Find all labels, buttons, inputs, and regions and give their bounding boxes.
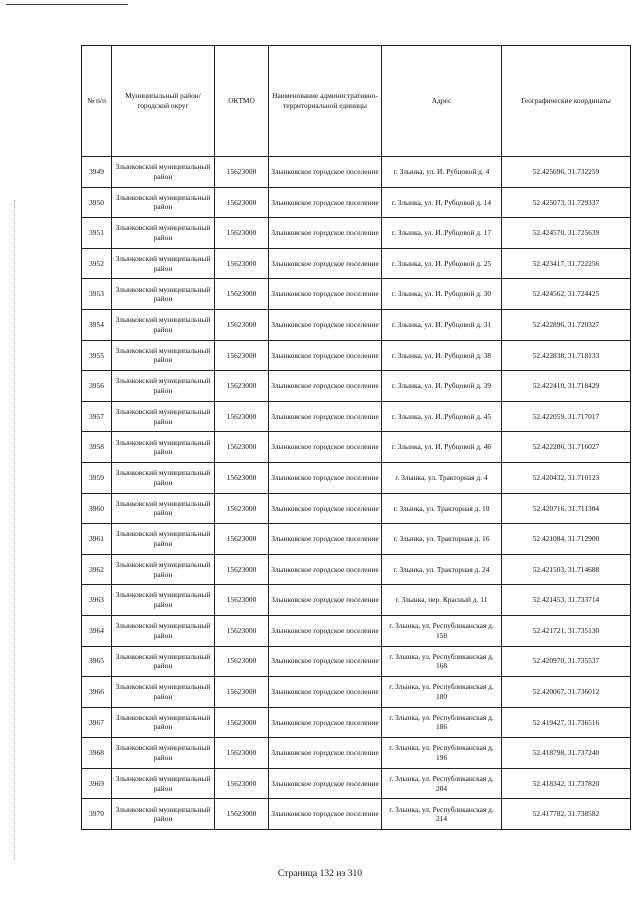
table-row [82,768,631,799]
cell-coords: 52.422896, 31.720327 [502,309,631,340]
cell-oktmo: 15623000 [215,554,269,585]
cell-unit: Злынковское городское поселение [269,493,382,524]
cell-address: г. Злынка, ул. Республиканская д. 196 [382,738,502,769]
cell-district: Злынковский муниципальный район [112,738,215,769]
cell-coords: 52.420970, 31.735537 [502,646,631,677]
cell-district: Злынковский муниципальный район [112,309,215,340]
cell-coords: 52.422410, 31.718429 [502,371,631,402]
cell-num: 3960 [82,493,112,524]
cell-oktmo: 15623000 [215,432,269,463]
cell-oktmo: 15623000 [215,738,269,769]
header-num: № п/п [82,46,112,157]
cell-num: 3966 [82,677,112,708]
cell-oktmo: 15623000 [215,371,269,402]
table-row [82,432,631,463]
cell-address: г. Злынка, ул. И. Рубцовой д. 39 [382,371,502,402]
cell-coords: 52.424570, 31.725639 [502,218,631,249]
cell-unit: Злынковское городское поселение [269,615,382,646]
cell-num: 3950 [82,187,112,218]
cell-num: 3956 [82,371,112,402]
table-body [82,157,631,830]
cell-unit: Злынковское городское поселение [269,309,382,340]
cell-oktmo: 15623000 [215,524,269,555]
cell-coords: 52.424562, 31.724425 [502,279,631,310]
cell-unit: Злынковское городское поселение [269,157,382,188]
cell-address: г. Злынка, ул. И. Рубцовой д. 14 [382,187,502,218]
top-rule [6,4,128,5]
cell-district: Злынковский муниципальный район [112,493,215,524]
cell-address: г. Злынка, ул. И. Рубцовой д. 31 [382,309,502,340]
cell-oktmo: 15623000 [215,677,269,708]
cell-coords: 52.422059, 31.717017 [502,401,631,432]
cell-coords: 52.418342, 31.737820 [502,768,631,799]
cell-oktmo: 15623000 [215,187,269,218]
table-row [82,248,631,279]
cell-district: Злынковский муниципальный район [112,248,215,279]
cell-unit: Злынковское городское поселение [269,187,382,218]
cell-num: 3949 [82,157,112,188]
cell-address: г. Злынка, ул. И. Рубцовой д. 25 [382,248,502,279]
cell-oktmo: 15623000 [215,157,269,188]
cell-unit: Злынковское городское поселение [269,707,382,738]
table-row [82,493,631,524]
cell-address: г. Злынка, ул. Республиканская д. 180 [382,677,502,708]
page-number: Страница 132 из 310 [277,868,363,879]
cell-address: г. Злынка, ул. Тракторная д. 10 [382,493,502,524]
cell-unit: Злынковское городское поселение [269,554,382,585]
cell-district: Злынковский муниципальный район [112,554,215,585]
cell-district: Злынковский муниципальный район [112,340,215,371]
header-address: Адрес [382,46,502,157]
cell-coords: 52.418798, 31.737240 [502,738,631,769]
cell-oktmo: 15623000 [215,615,269,646]
cell-coords: 52.421721, 31.735130 [502,615,631,646]
header-unit: Наименование административно-территориальной единицы [269,46,382,157]
cell-address: г. Злынка, ул. И. Рубцовой д. 45 [382,401,502,432]
cell-coords: 52.425073, 31.729337 [502,187,631,218]
cell-oktmo: 15623000 [215,309,269,340]
cell-num: 3969 [82,768,112,799]
table-row [82,738,631,769]
cell-num: 3958 [82,432,112,463]
table-row [82,309,631,340]
cell-num: 3951 [82,218,112,249]
table-row [82,401,631,432]
cell-address: г. Злынка, ул. И. Рубцовой д. 17 [382,218,502,249]
cell-oktmo: 15623000 [215,248,269,279]
cell-unit: Злынковское городское поселение [269,677,382,708]
table-header [82,46,631,157]
cell-unit: Злынковское городское поселение [269,279,382,310]
cell-num: 3963 [82,585,112,616]
cell-oktmo: 15623000 [215,462,269,493]
cell-district: Злынковский муниципальный район [112,677,215,708]
table-row [82,279,631,310]
cell-oktmo: 15623000 [215,799,269,830]
cell-address: г. Злынка, ул. Республиканская д. 204 [382,768,502,799]
table-row [82,524,631,555]
cell-district: Злынковский муниципальный район [112,218,215,249]
cell-unit: Злынковское городское поселение [269,768,382,799]
cell-num: 3965 [82,646,112,677]
cell-unit: Злынковское городское поселение [269,524,382,555]
cell-oktmo: 15623000 [215,707,269,738]
cell-coords: 52.419427, 31.736516 [502,707,631,738]
cell-oktmo: 15623000 [215,585,269,616]
cell-num: 3962 [82,554,112,585]
cell-oktmo: 15623000 [215,340,269,371]
cell-district: Злынковский муниципальный район [112,615,215,646]
cell-coords: 52.420432, 31.710123 [502,462,631,493]
table-row [82,554,631,585]
cell-address: г. Злынка, ул. И. Рубцовой д. 4 [382,157,502,188]
table-row [82,707,631,738]
cell-district: Злынковский муниципальный район [112,401,215,432]
cell-num: 3968 [82,738,112,769]
cell-address: г. Злынка, ул. Тракторная д. 24 [382,554,502,585]
cell-unit: Злынковское городское поселение [269,371,382,402]
cell-district: Злынковский муниципальный район [112,157,215,188]
cell-district: Злынковский муниципальный район [112,371,215,402]
cell-unit: Злынковское городское поселение [269,401,382,432]
cell-coords: 52.421084, 31.712900 [502,524,631,555]
table-row [82,615,631,646]
cell-coords: 52.421503, 31.714688 [502,554,631,585]
cell-num: 3953 [82,279,112,310]
cell-unit: Злынковское городское поселение [269,218,382,249]
table-row [82,218,631,249]
cell-address: г. Злынка, ул. Республиканская д. 168 [382,646,502,677]
table-row [82,340,631,371]
cell-address: г. Злынка, ул. Республиканская д. 186 [382,707,502,738]
table-row [82,799,631,830]
header-coords: Географические координаты [502,46,631,157]
cell-oktmo: 15623000 [215,493,269,524]
cell-address: г. Злынка, ул. Тракторная д. 16 [382,524,502,555]
cell-address: г. Злынка, ул. И. Рубцовой д. 38 [382,340,502,371]
cell-address: г. Злынка, ул. И. Рубцовой д. 46 [382,432,502,463]
cell-unit: Злынковское городское поселение [269,462,382,493]
table-row [82,677,631,708]
cell-oktmo: 15623000 [215,401,269,432]
cell-oktmo: 15623000 [215,218,269,249]
cell-num: 3957 [82,401,112,432]
table-row [82,187,631,218]
table-row [82,462,631,493]
cell-unit: Злынковское городское поселение [269,248,382,279]
cell-oktmo: 15623000 [215,646,269,677]
cell-district: Злынковский муниципальный район [112,279,215,310]
cell-coords: 52.417782, 31.738582 [502,799,631,830]
cell-district: Злынковский муниципальный район [112,187,215,218]
header-oktmo: ОКТМО [215,46,269,157]
cell-unit: Злынковское городское поселение [269,799,382,830]
cell-coords: 52.425696, 31.732259 [502,157,631,188]
cell-oktmo: 15623000 [215,768,269,799]
table-row [82,585,631,616]
registry-table [81,45,631,830]
cell-num: 3961 [82,524,112,555]
table-row [82,646,631,677]
cell-district: Злынковский муниципальный район [112,524,215,555]
cell-unit: Злынковское городское поселение [269,432,382,463]
cell-unit: Злынковское городское поселение [269,585,382,616]
cell-num: 3955 [82,340,112,371]
cell-coords: 52.422286, 31.716027 [502,432,631,463]
cell-coords: 52.420067, 31.736012 [502,677,631,708]
cell-address: г. Злынка, ул. Республиканская д. 158 [382,615,502,646]
cell-num: 3954 [82,309,112,340]
cell-unit: Злынковское городское поселение [269,646,382,677]
cell-address: г. Злынка, ул. И. Рубцовой д. 30 [382,279,502,310]
cell-address: г. Злынка, пер. Красный д. 11 [382,585,502,616]
cell-unit: Злынковское городское поселение [269,738,382,769]
cell-district: Злынковский муниципальный район [112,799,215,830]
cell-district: Злынковский муниципальный район [112,432,215,463]
header-district: Муниципальный район/городской округ [112,46,215,157]
cell-district: Злынковский муниципальный район [112,707,215,738]
cell-num: 3952 [82,248,112,279]
cell-district: Злынковский муниципальный район [112,646,215,677]
table-row [82,157,631,188]
cell-num: 3967 [82,707,112,738]
cell-district: Злынковский муниципальный район [112,768,215,799]
table-row [82,371,631,402]
cell-address: г. Злынка, ул. Тракторная д. 4 [382,462,502,493]
cell-coords: 52.420716, 31.711304 [502,493,631,524]
cell-oktmo: 15623000 [215,279,269,310]
margin-rule [14,200,15,860]
cell-num: 3959 [82,462,112,493]
cell-num: 3964 [82,615,112,646]
cell-coords: 52.421453, 31.733714 [502,585,631,616]
cell-district: Злынковский муниципальный район [112,585,215,616]
cell-district: Злынковский муниципальный район [112,462,215,493]
cell-coords: 52.423417, 31.722256 [502,248,631,279]
cell-address: г. Злынка, ул. Республиканская д. 214 [382,799,502,830]
cell-unit: Злынковское городское поселение [269,340,382,371]
cell-num: 3970 [82,799,112,830]
cell-coords: 52.422838, 31.718133 [502,340,631,371]
header-row [82,46,631,157]
